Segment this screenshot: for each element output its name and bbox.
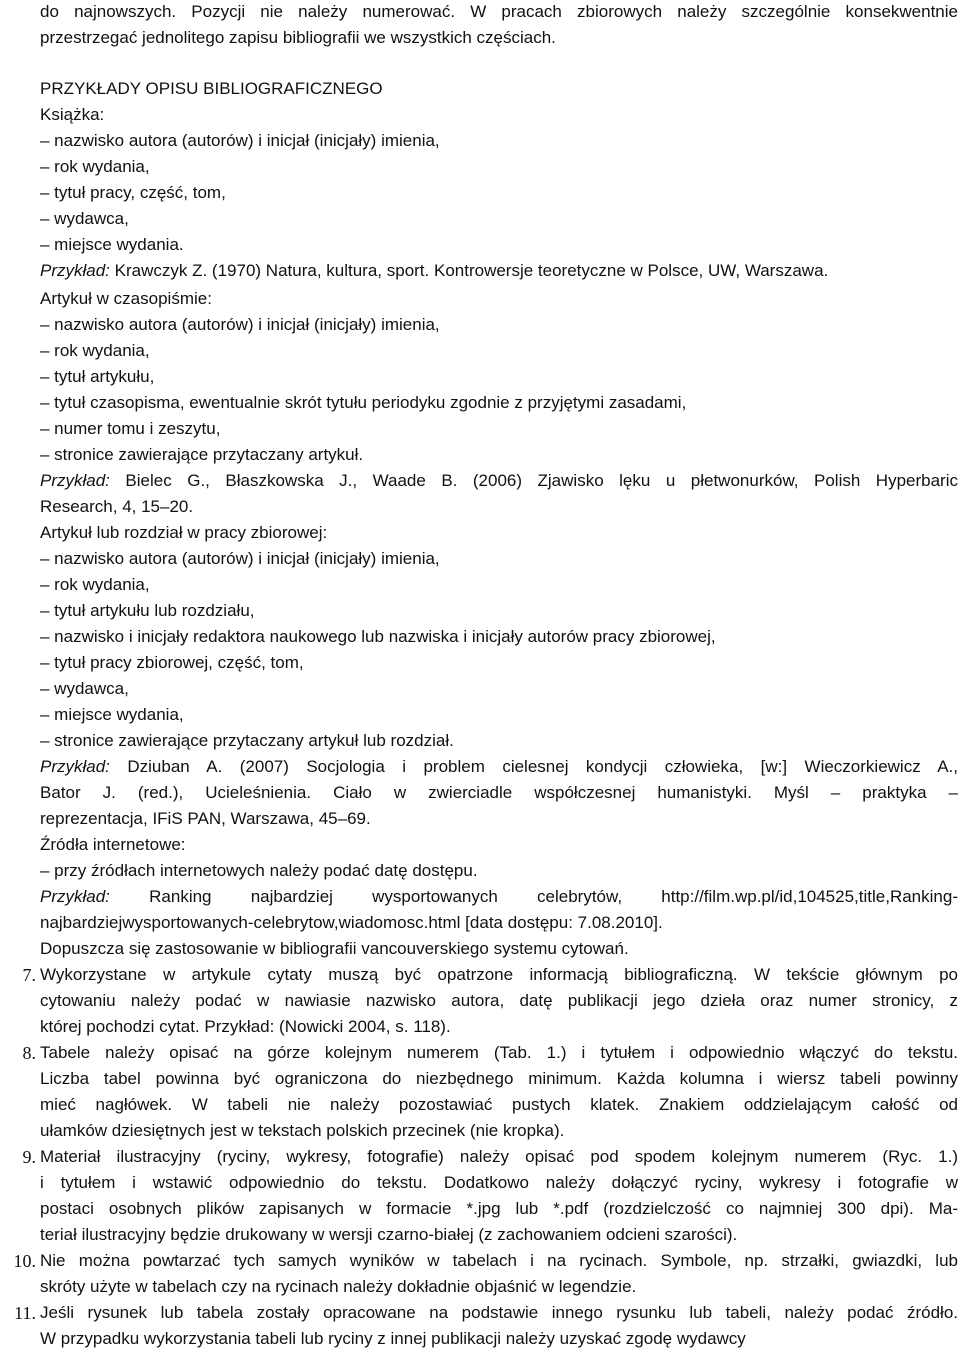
book-field: – wydawca, (40, 209, 129, 228)
item-line: której pochodzi cytat. Przykład: (Nowicki 2004, s. 118). (40, 1017, 451, 1036)
article-field: – nazwisko autora (autorów) i inicjał (inicjały) imienia, (40, 315, 440, 334)
item-line: Materiał ilustracyjny (ryciny, wykresy, fotografie) należy opisać pod spodem kolejnym numerem (Ryc. 1.) (40, 1147, 958, 1166)
item-line: mieć nagłówek. W tabeli nie należy pozostawiać pustych klatek. Znakiem oddzielającym całość od (40, 1095, 958, 1114)
chapter-example-cont: reprezentacja, IFiS PAN, Warszawa, 45–69. (40, 809, 371, 828)
chapter-field: – stronice zawierające przytaczany artykuł lub rozdział. (40, 731, 454, 750)
web-field: – przy źródłach internetowych należy podać datę dostępu. (40, 861, 478, 880)
item-number: 7. (22, 965, 36, 985)
item-line: Nie można powtarzać tych samych wyników w tabelach i na rycinach. Symbole, np. strzałki, gwiazdki, lub (40, 1251, 958, 1270)
book-example (40, 261, 958, 281)
item-line: teriał ilustracyjny będzie drukowany w wersji czarno-białej (z zachowaniem odcieni szarości). (40, 1225, 738, 1244)
chapter-field: – nazwisko i inicjały redaktora naukowego lub nazwiska i inicjały autorów pracy zbiorowej, (40, 627, 716, 646)
vancouver-note: Dopuszcza się zastosowanie w bibliografii vancouverskiego systemu cytowań. (40, 939, 629, 958)
article-example-cont: Research, 4, 15–20. (40, 497, 194, 516)
chapter-example-cont: Bator J. (red.), Ucieleśnienia. Ciało w zwierciadle współczesnej humanistyki. Myśl – praktyka – (40, 783, 958, 802)
chapter-field: – nazwisko autora (autorów) i inicjał (inicjały) imienia, (40, 549, 440, 568)
chapter-label: Artykuł lub rozdział w pracy zbiorowej: (40, 523, 328, 542)
web-example-text: Ranking najbardziej wysportowanych celebrytów, http://film.wp.pl/id,104525,title,Ranking- (109, 887, 958, 906)
item-line: cytowaniu należy podać w nawiasie nazwisko autora, datę publikacji jego dzieła oraz numer stronicy, z (40, 991, 958, 1010)
article-field: – rok wydania, (40, 341, 150, 360)
example-word: Przykład: (40, 261, 110, 280)
section-heading: PRZYKŁADY OPISU BIBLIOGRAFICZNEGO (40, 79, 383, 98)
item-number: 8. (22, 1043, 36, 1063)
item-line: Wykorzystane w artykule cytaty muszą być opatrzone informacją bibliograficzną. W tekście głównym po (40, 965, 958, 984)
article-field: – stronice zawierające przytaczany artykuł. (40, 445, 364, 464)
intro-line-1: do najnowszych. Pozycji nie należy numerować. W pracach zbiorowych należy szczególnie konsekwentnie (40, 2, 958, 21)
item-line: i tytułem i wstawić odpowiednio do tekstu. Dodatkowo należy dołączyć ryciny, wykresy i fotografie w (40, 1173, 958, 1192)
chapter-example-text: Dziuban A. (2007) Socjologia i problem cielesnej kondycji człowieka, [w:] Wieczorkiewicz A., (109, 757, 958, 776)
item-line: Tabele należy opisać na górze kolejnym numerem (Tab. 1.) i tytułem i odpowiednio włączyć do tekstu. (40, 1043, 958, 1062)
example-word: Przykład: (40, 471, 110, 490)
chapter-field: – rok wydania, (40, 575, 150, 594)
item-number: 11. (14, 1303, 36, 1323)
item-number: 10. (13, 1251, 36, 1271)
book-field: – nazwisko autora (autorów) i inicjał (inicjały) imienia, (40, 131, 440, 150)
web-label: Źródła internetowe: (40, 835, 186, 854)
article-example-text: Bielec G., Błaszkowska J., Waade B. (2006) Zjawisko lęku u płetwonurków, Polish Hyperbaric (109, 471, 958, 490)
article-example (40, 471, 958, 491)
item-line: Liczba tabel powinna być ograniczona do niezbędnego minimum. Każda kolumna i wiersz tabeli powinny (40, 1069, 958, 1088)
item-line: skróty użyte w tabelach czy na rycinach należy dokładnie objaśnić w legendzie. (40, 1277, 637, 1296)
example-word: Przykład: (40, 887, 110, 906)
chapter-field: – tytuł pracy zbiorowej, część, tom, (40, 653, 304, 672)
book-example-text: Krawczyk Z. (1970) Natura, kultura, sport. Kontrowersje teoretyczne w Polsce, UW, Warszawa. (109, 261, 829, 280)
article-field: – tytuł czasopisma, ewentualnie skrót tytułu periodyku zgodnie z przyjętymi zasadami, (40, 393, 687, 412)
chapter-example (40, 757, 958, 777)
book-field: – rok wydania, (40, 157, 150, 176)
article-field: – numer tomu i zeszytu, (40, 419, 221, 438)
web-example-cont: najbardziejwysportowanych-celebrytow,wiadomosc.html [data dostępu: 7.08.2010]. (40, 913, 663, 932)
chapter-field: – miejsce wydania, (40, 705, 184, 724)
item-line: Jeśli rysunek lub tabela zostały opracowane na podstawie innego rysunku lub tabeli, należy podać źródło. (40, 1303, 958, 1322)
item-line: postaci osobnych plików zapisanych w formacie *.jpg lub *.pdf (rozdzielczość co najmniej 300 dpi). Ma- (40, 1199, 958, 1218)
item-line: ułamków dziesiętnych jest w tekstach polskich przecinek (nie kropka). (40, 1121, 565, 1140)
article-label: Artykuł w czasopiśmie: (40, 289, 212, 308)
article-field: – tytuł artykułu, (40, 367, 155, 386)
example-word: Przykład: (40, 757, 110, 776)
item-line: W przypadku wykorzystania tabeli lub ryciny z innej publikacji należy uzyskać zgodę wydawcy (40, 1329, 746, 1348)
book-field: – tytuł pracy, część, tom, (40, 183, 226, 202)
book-field: – miejsce wydania. (40, 235, 184, 254)
chapter-field: – tytuł artykułu lub rozdziału, (40, 601, 255, 620)
web-example (40, 887, 958, 907)
intro-line-2: przestrzegać jednolitego zapisu bibliografii we wszystkich częściach. (40, 28, 556, 47)
item-number: 9. (22, 1147, 36, 1167)
book-label: Książka: (40, 105, 105, 124)
chapter-field: – wydawca, (40, 679, 129, 698)
